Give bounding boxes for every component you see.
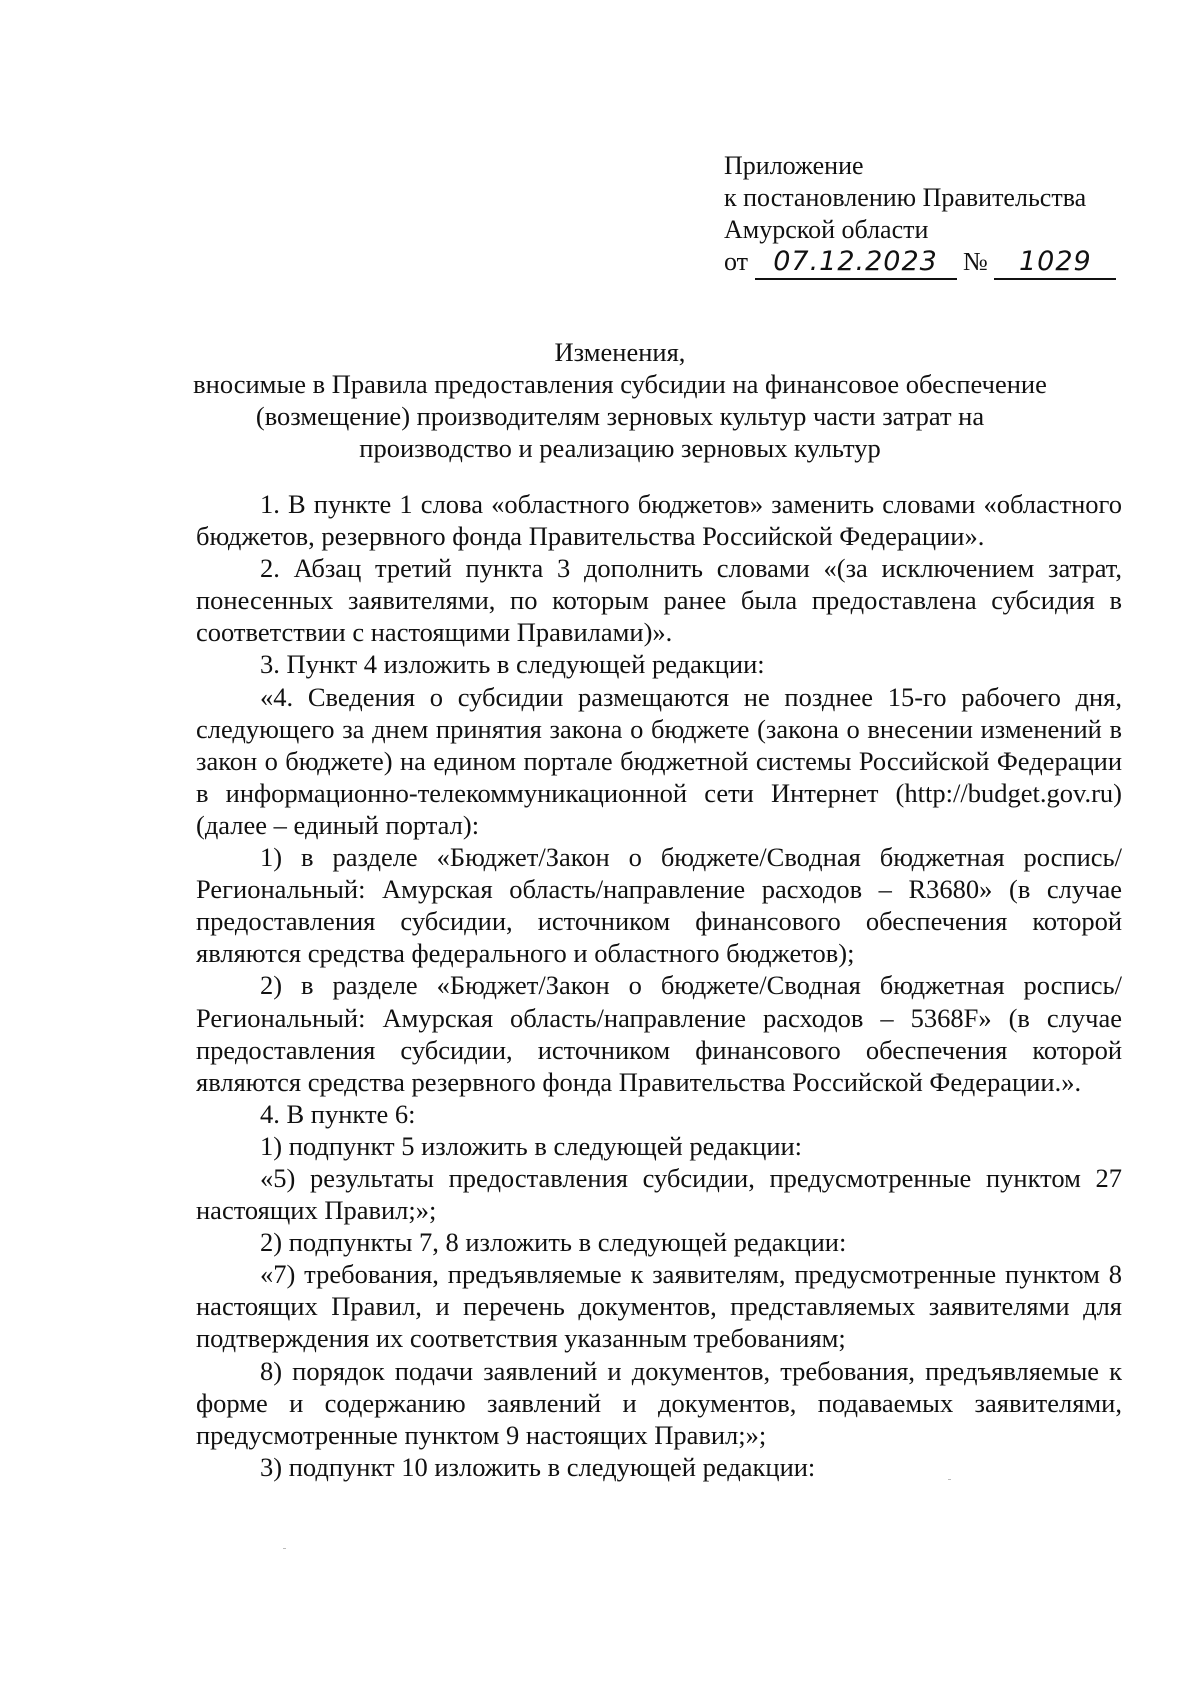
handwritten-number: 1029 [994,246,1116,280]
paragraph: 3. Пункт 4 изложить в следующей редакции: [260,649,765,680]
appendix-block [724,150,1164,280]
paragraph: «5) результаты предоставления субсидии, предусмотренные пунктом 27 настоящих Правил;»; [196,1162,1122,1226]
paragraph: 2) в разделе «Бюджет/Закон о бюджете/Сводная бюджетная роспись/Региональный: Амурская область/направление расходов – 5368F» (в случае предоставления субсидии, источником финансового обеспечения которой являются средства резервного фонда Правительства Российской Федерации.». [196,970,1122,1097]
scan-speck [948,1479,951,1480]
appendix-resolution: к постановлению Правительства [724,183,1087,212]
from-label: от [724,247,749,276]
document-title [190,336,1050,464]
paragraph: 1. В пункте 1 слова «областного бюджетов» заменить словами «областного бюджетов, резервного фонда Правительства Российской Федерации». [196,489,1122,552]
appendix-date-line [724,246,1164,280]
paragraph: 1) в разделе «Бюджет/Закон о бюджете/Сводная бюджетная роспись/Региональный: Амурская область/направление расходов – R3680» (в случае предоставления субсидии, источником финансового обеспечения которой являются средства федерального и областного бюджетов); [196,842,1122,969]
scan-speck [283,1548,286,1549]
title-subtitle: вносимые в Правила предоставления субсидии на финансовое обеспечение (возмещение) производителям зерновых культур части затрат на производство и реализацию зерновых культур [193,369,1047,463]
document-body [196,488,1122,1483]
paragraph: «4. Сведения о субсидии размещаются не позднее 15-го рабочего дня, следующего за днем принятия закона о бюджете (закона о внесении изменений в закон о бюджете) на едином портале бюджетной системы Российской Федерации в информационно-телекоммуникационной сети Интернет (http://budget.gov.ru) (далее – единый портал): [196,681,1122,840]
paragraph: 4. В пункте 6: [260,1098,416,1129]
handwritten-date: 07.12.2023 [755,246,957,280]
paragraph: 1) подпункт 5 изложить в следующей редакции: [260,1130,803,1161]
appendix-label: Приложение [724,151,864,180]
number-label: № [963,247,988,276]
paragraph: 8) порядок подачи заявлений и документов, требования, предъявляемые к форме и содержанию заявлений и документов, подаваемых заявителями, предусмотренные пунктом 9 настоящих Правил;»; [196,1355,1122,1450]
paragraph: «7) требования, предъявляемые к заявителям, предусмотренные пунктом 8 настоящих Правил, и перечень документов, представляемых заявителями для подтверждения их соответствия указанным требованиям; [196,1259,1122,1354]
paragraph: 2. Абзац третий пункта 3 дополнить словами «(за исключением затрат, понесенных заявителями, по которым ранее была предоставлена субсидия в соответствии с настоящими Правилами)». [196,553,1122,648]
title-heading: Изменения, [554,337,686,367]
paragraph: 3) подпункт 10 изложить в следующей редакции: [260,1451,816,1482]
appendix-region: Амурской области [724,215,929,244]
paragraph: 2) подпункты 7, 8 изложить в следующей редакции: [260,1227,847,1258]
